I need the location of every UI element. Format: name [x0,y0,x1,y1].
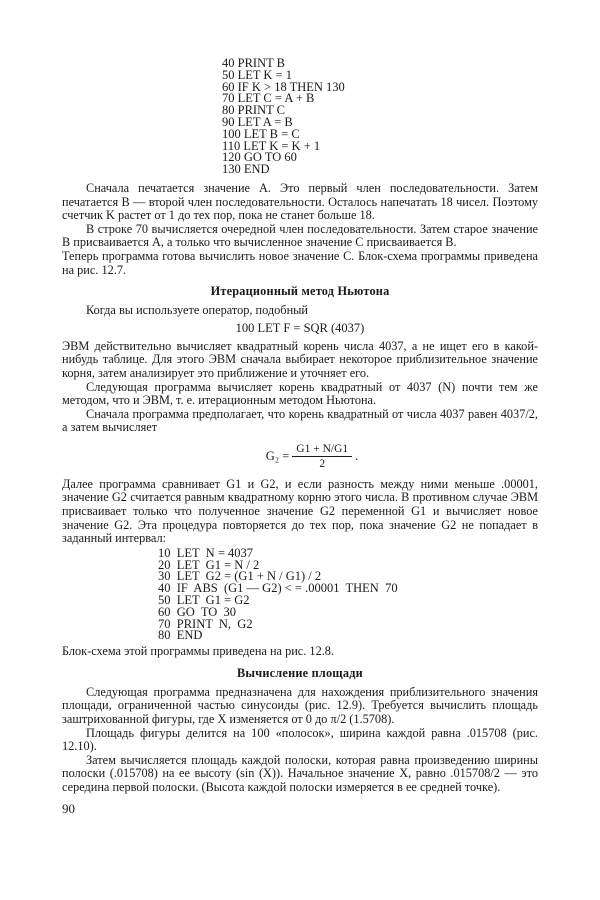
paragraph: Затем вычисляется площадь каждой полоски, которая равна произведению ширины полоски (.015708) на ее высоту (sin (X)). Начальное значение X, равно .015708/2 — это середина первой полоски. (Высота каждой полоски измеряется в ее средней точке). [62,752,538,794]
code-line: 30 LET G2 = (G1 + N / G1) / 2 [158,569,322,584]
code-statement: 100 LET F = SQR (4037) [235,320,365,335]
formula-lhs: G₂ = [265,448,290,463]
code-line: 60 IF K > 18 THEN 130 [222,79,345,94]
code-line: 80 PRINT C [222,103,285,118]
code-line: 120 GO TO 60 [222,150,297,165]
paragraph: Следующая программа предназначена для нахождения приблизительного значения площади, ограниченной частью синусоиды (рис. 12.9). Требуется вычислить площадь заштрихованной фигуры, где X изменяется от 0 до π/2 (1.5708). [62,684,538,726]
section-heading-newton: Итерационный метод Ньютона [210,284,390,299]
code-line: 90 LET A = B [222,114,293,129]
code-line: 130 END [222,162,270,177]
page-number: 90 [62,800,75,816]
formula-denominator: 2 [319,457,326,470]
book-page [62,58,538,817]
formula-period: . [355,448,359,463]
code-line: 60 GO TO 30 [158,604,237,619]
paragraph: В строке 70 вычисляется очередной член последовательности. Затем старое значение B присваивается A, а только что вычисленное значение C присваивается B. [62,221,538,250]
formula-fraction [292,443,352,470]
program-listing-newton [158,545,538,643]
paragraph: Следующая программа вычисляет корень квадратный от 4037 (N) почти тем же методом, что и ЭВМ, т. е. итерационным методом Ньютона. [62,379,538,408]
paragraph: Сначала печатается значение A. Это первый член последовательности. Затем печатается B — второй член последовательности. Осталось напечатать 18 чисел. Поэтому счетчик K растет от 1 до тех пор, пока не станет больше 18. [62,180,538,223]
code-line: 40 IF ABS (G1 — G2) < = .00001 THEN 70 [158,581,398,596]
section-heading-area: Вычисление площади [237,665,363,680]
code-line: 10 LET N = 4037 [158,545,254,560]
paragraph: ЭВМ действительно вычисляет квадратный корень числа 4037, а не ищет его в какой-нибудь таблице. Для этого ЭВМ сначала выбирает некоторое приблизительное значение корня, затем анализирует это приближение и уточняет его. [62,338,538,380]
paragraph: Далее программа сравнивает G1 и G2, и если разность между ними меньше .00001, значение G2 считается равным квадратному корню этого числа. В противном случае ЭВМ присваивает только что полученное значение G2 переменной G1 и вычисляет новое значение G2. Эта процедура повторяется до тех пор, пока значение G2 не попадает в заданный интервал: [62,476,538,546]
code-line: 20 LET G1 = N / 2 [158,557,260,572]
formula-numerator: G1 + N/G1 [292,443,352,457]
code-line: 80 END [158,628,203,643]
code-line: 70 LET C = A + B [222,91,315,106]
code-line: 110 LET K = K + 1 [222,138,321,153]
code-line: 50 LET K = 1 [222,67,293,82]
code-line: 50 LET G1 = G2 [158,593,250,608]
newton-formula [86,443,538,470]
paragraph: Сначала программа предполагает, что корень квадратный от числа 4037 равен 4037/2, а затем вычисляет [62,406,538,435]
program-listing-fibonacci [222,58,538,176]
paragraph: Когда вы используете оператор, подобный [86,303,308,318]
paragraph: Блок-схема этой программы приведена на рис. 12.8. [62,644,335,659]
paragraph: Теперь программа готова вычислить новое значение C. Блок-схема программы приведена на рис. 12.7. [62,248,538,277]
paragraph: Площадь фигуры делится на 100 «полосок», ширина каждой равна .015708 (рис. 12.10). [62,725,538,754]
code-line: 100 LET B = C [222,126,300,141]
code-line: 40 PRINT B [222,56,285,70]
code-line: 70 PRINT N, G2 [158,616,253,631]
